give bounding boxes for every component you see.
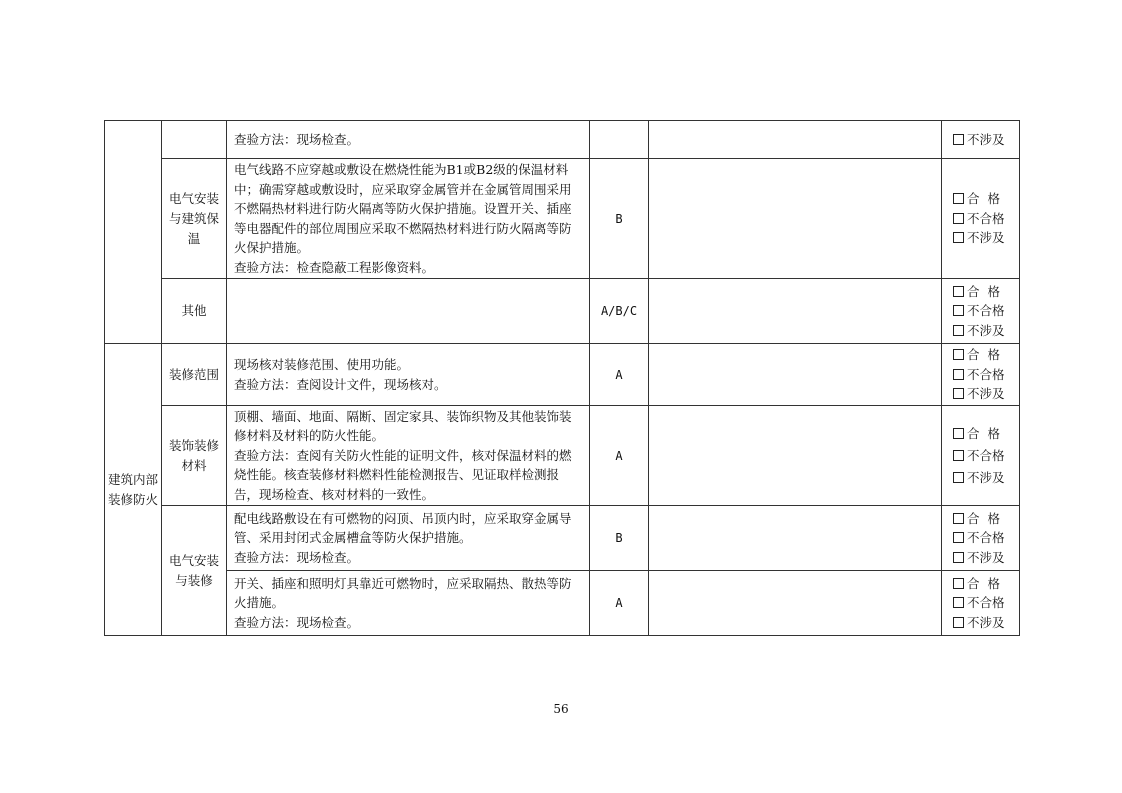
content-cell: [227, 406, 590, 506]
checkbox-icon[interactable]: [953, 305, 964, 316]
content-text: 配电线路敷设在有可燃物的闷顶、吊顶内时，应采取穿金属导管、采用封闭式金属槽盒等防火保护措施。: [234, 510, 572, 546]
level-cell: B: [590, 159, 649, 279]
content-text: 顶棚、墙面、地面、隔断、固定家具、装饰织物及其他装饰装修材料及材料的防火性能。: [234, 408, 572, 444]
result-cell: [942, 121, 1020, 159]
checkbox-icon[interactable]: [953, 325, 964, 336]
option-pass[interactable]: [953, 509, 1019, 529]
blank-cell: [649, 506, 942, 571]
checkbox-icon[interactable]: [953, 428, 964, 439]
checkbox-icon[interactable]: [953, 552, 964, 563]
content-cell: [227, 506, 590, 571]
option-not-applicable[interactable]: [953, 130, 1019, 150]
level-cell: A: [590, 344, 649, 406]
option-label: 合 格: [967, 575, 1000, 591]
option-fail[interactable]: [953, 445, 1019, 467]
content-text: 现场核对装修范围、使用功能。: [234, 357, 410, 372]
page-number: 56: [553, 702, 569, 716]
option-label: 合 格: [967, 425, 1000, 441]
subcategory-cell: 电气安装与建筑保温: [162, 159, 227, 279]
option-label: 不合格: [967, 595, 1005, 611]
option-label: 不合格: [967, 530, 1005, 546]
option-label: 合 格: [967, 510, 1000, 526]
blank-cell: [649, 159, 942, 279]
method-text: 查验方法：查阅设计文件，现场核对。: [234, 376, 447, 392]
level-cell: [590, 121, 649, 159]
content-cell: [227, 344, 590, 406]
option-label: 合 格: [967, 191, 1000, 207]
option-label: 不涉及: [967, 614, 1005, 630]
method-text: 查验方法：查阅有关防火性能的证明文件，核对保温材料的燃烧性能。核查装修材料燃料性能检测报告、见证取样检测报告，现场检查、核对材料的一致性。: [234, 447, 572, 502]
level-cell: A/B/C: [590, 279, 649, 344]
blank-cell: [649, 571, 942, 636]
table-row: [105, 159, 1020, 279]
option-label: 不涉及: [967, 230, 1005, 246]
content-text: 电气线路不应穿越或敷设在燃烧性能为B1或B2级的保温材料中；确需穿越或敷设时，应采取穿金属管并在金属管周围采用不燃隔热材料进行防火隔离等防火保护措施。设置开关、插座等电器配件的部位周围应采取不燃隔热材料进行防火隔离等防火保护措施。: [234, 162, 572, 255]
option-not-applicable[interactable]: [953, 228, 1019, 248]
checkbox-icon[interactable]: [953, 232, 964, 243]
subcategory-cell: 装修范围: [162, 344, 227, 406]
option-pass[interactable]: [953, 345, 1019, 365]
result-cell: [942, 506, 1020, 571]
option-fail[interactable]: [953, 593, 1019, 613]
result-cell: [942, 344, 1020, 406]
option-label: 不涉及: [967, 549, 1005, 565]
option-fail[interactable]: [953, 528, 1019, 548]
checkbox-icon[interactable]: [953, 532, 964, 543]
checkbox-icon[interactable]: [953, 134, 964, 145]
checkbox-icon[interactable]: [953, 369, 964, 380]
result-cell: [942, 159, 1020, 279]
inspection-table: [104, 120, 1020, 636]
level-cell: A: [590, 406, 649, 506]
table-row: [105, 344, 1020, 406]
table-row: [105, 279, 1020, 344]
content-text: 开关、插座和照明灯具靠近可燃物时，应采取隔热、散热等防火措施。: [234, 575, 572, 611]
checkbox-icon[interactable]: [953, 388, 964, 399]
method-text: 查验方法：现场检查。: [234, 549, 360, 565]
option-label: 不涉及: [967, 131, 1005, 147]
option-not-applicable[interactable]: [953, 467, 1019, 489]
option-not-applicable[interactable]: [953, 321, 1019, 341]
option-fail[interactable]: [953, 301, 1019, 321]
subcategory-cell: [162, 121, 227, 159]
checkbox-icon[interactable]: [953, 349, 964, 360]
content-text: 查验方法：现场检查。: [234, 131, 360, 147]
result-cell: [942, 279, 1020, 344]
category-cell: 建筑内部装修防火: [105, 344, 162, 636]
content-cell: [227, 571, 590, 636]
option-not-applicable[interactable]: [953, 548, 1019, 568]
blank-cell: [649, 279, 942, 344]
checkbox-icon[interactable]: [953, 286, 964, 297]
level-cell: B: [590, 506, 649, 571]
checkbox-icon[interactable]: [953, 578, 964, 589]
table-row: [105, 506, 1020, 571]
result-cell: [942, 406, 1020, 506]
method-text: 查验方法：检查隐蔽工程影像资料。: [234, 259, 435, 275]
option-pass[interactable]: [953, 423, 1019, 445]
option-pass[interactable]: [953, 574, 1019, 594]
option-fail[interactable]: [953, 365, 1019, 385]
checkbox-icon[interactable]: [953, 597, 964, 608]
subcategory-cell: 其他: [162, 279, 227, 344]
category-cell: [105, 121, 162, 344]
option-label: 不合格: [967, 447, 1005, 463]
option-label: 合 格: [967, 283, 1000, 299]
option-label: 不涉及: [967, 386, 1005, 402]
table-row: [105, 121, 1020, 159]
blank-cell: [649, 121, 942, 159]
checkbox-icon[interactable]: [953, 213, 964, 224]
subcategory-cell: 电气安装与装修: [162, 506, 227, 636]
subcategory-cell: 装饰装修材料: [162, 406, 227, 506]
content-cell: [227, 159, 590, 279]
table-row: [105, 406, 1020, 506]
blank-cell: [649, 406, 942, 506]
content-cell: [227, 121, 590, 159]
option-label: 合 格: [967, 347, 1000, 363]
checkbox-icon[interactable]: [953, 450, 964, 461]
option-fail[interactable]: [953, 209, 1019, 229]
option-pass[interactable]: [953, 282, 1019, 302]
checkbox-icon[interactable]: [953, 193, 964, 204]
option-label: 不涉及: [967, 322, 1005, 338]
method-text: 查验方法：现场检查。: [234, 614, 360, 630]
option-label: 不涉及: [967, 469, 1005, 485]
table-row: [105, 571, 1020, 636]
option-label: 不合格: [967, 210, 1005, 226]
option-label: 不合格: [967, 303, 1005, 319]
checkbox-icon[interactable]: [953, 617, 964, 628]
option-not-applicable[interactable]: [953, 613, 1019, 633]
level-cell: A: [590, 571, 649, 636]
option-label: 不合格: [967, 366, 1005, 382]
checkbox-icon[interactable]: [953, 472, 964, 483]
checkbox-icon[interactable]: [953, 513, 964, 524]
content-cell: [227, 279, 590, 344]
blank-cell: [649, 344, 942, 406]
result-cell: [942, 571, 1020, 636]
option-not-applicable[interactable]: [953, 384, 1019, 404]
option-pass[interactable]: [953, 189, 1019, 209]
